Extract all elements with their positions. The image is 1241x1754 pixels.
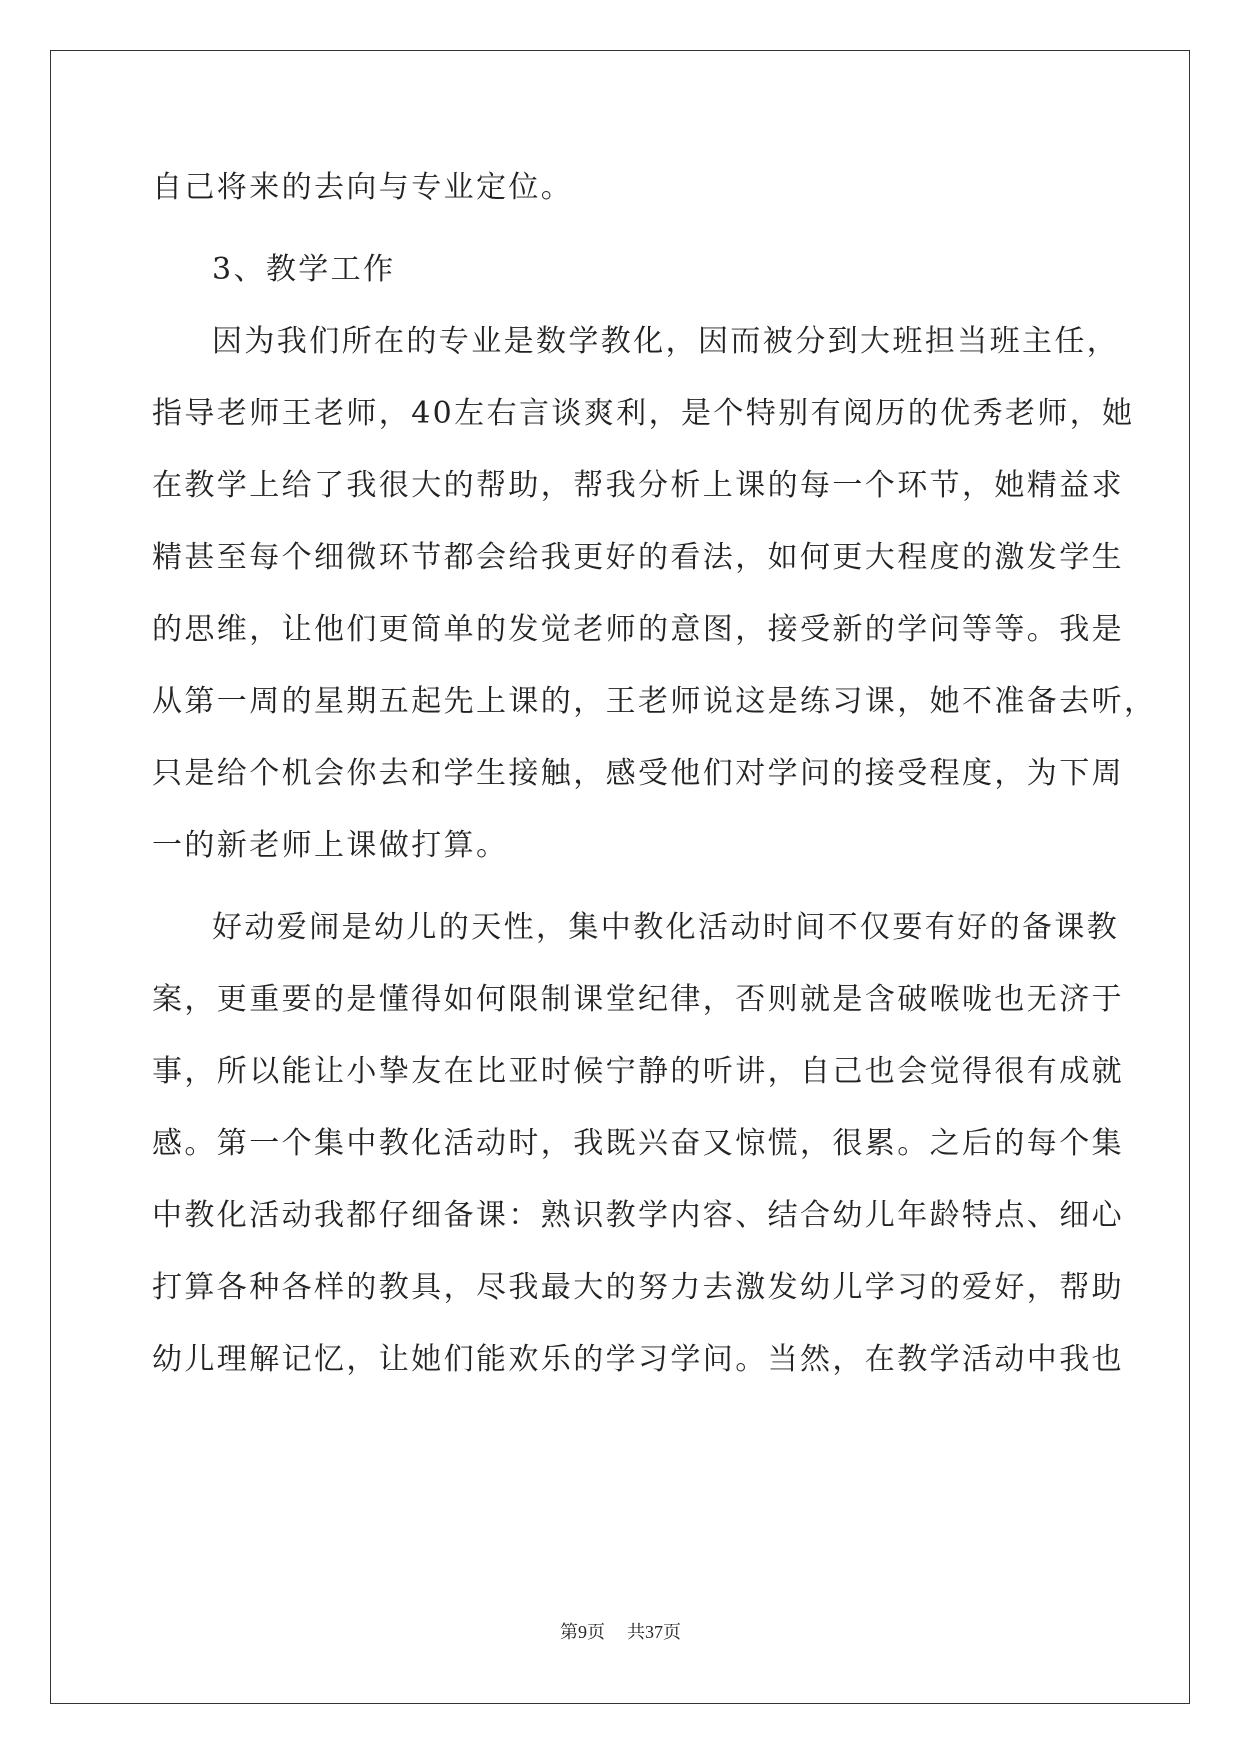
body-line: 自己将来的去向与专业定位。 <box>152 170 574 205</box>
paragraph-line: 好动爱闹是幼儿的天性，集中教化活动时间不仅要有好的备课教 <box>212 910 1120 945</box>
body-line: 感。第一个集中教化活动时，我既兴奋又惊慌，很累。之后的每个集 <box>152 1126 1124 1161</box>
body-line: 中教化活动我都仔细备课：熟识教学内容、结合幼儿年龄特点、细心 <box>152 1198 1124 1233</box>
total-pages: 共37页 <box>627 1622 681 1642</box>
paragraph-line: 因为我们所在的专业是数学教化，因而被分到大班担当班主任， <box>212 324 1120 359</box>
body-line: 打算各种各样的教具，尽我最大的努力去激发幼儿学习的爱好，帮助 <box>152 1270 1124 1305</box>
body-line: 从第一周的星期五起先上课的，王老师说这是练习课，她不准备去听， <box>152 684 1157 719</box>
body-line: 案，更重要的是懂得如何限制课堂纪律，否则就是含破喉咙也无济于 <box>152 982 1124 1017</box>
page-footer <box>0 1620 1241 1644</box>
body-line: 一的新老师上课做打算。 <box>152 828 509 863</box>
body-line: 只是给个机会你去和学生接触，感受他们对学问的接受程度，为下周 <box>152 756 1124 791</box>
page-number: 第9页 <box>560 1622 605 1642</box>
body-line: 精甚至每个细微环节都会给我更好的看法，如何更大程度的激发学生 <box>152 540 1124 575</box>
body-line: 幼儿理解记忆，让她们能欢乐的学习学问。当然，在教学活动中我也 <box>152 1342 1124 1377</box>
body-line: 在教学上给了我很大的帮助，帮我分析上课的每一个环节，她精益求 <box>152 468 1124 503</box>
body-line: 指导老师王老师，40左右言谈爽利，是个特别有阅历的优秀老师，她 <box>152 396 1135 431</box>
body-line: 事，所以能让小挚友在比亚时候宁静的听讲，自己也会觉得很有成就 <box>152 1054 1124 1089</box>
section-heading: 3、教学工作 <box>212 252 396 287</box>
page-border <box>50 50 1190 1704</box>
body-line: 的思维，让他们更简单的发觉老师的意图，接受新的学问等等。我是 <box>152 612 1124 647</box>
